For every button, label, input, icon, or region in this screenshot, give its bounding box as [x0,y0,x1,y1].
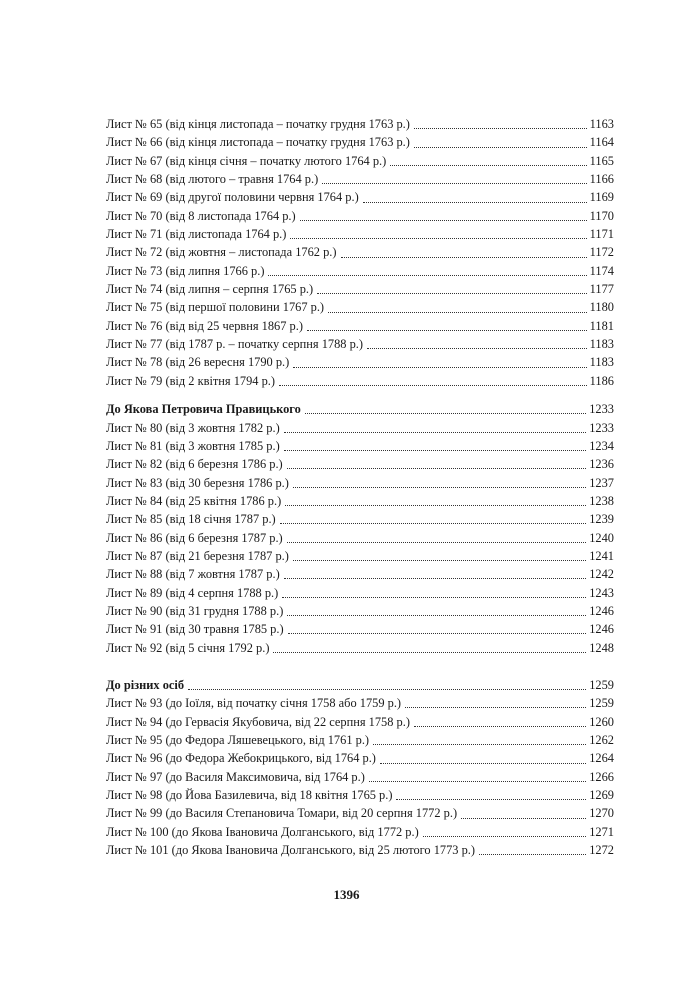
entry-page: 1180 [589,300,614,315]
leader-dots [188,688,586,690]
leader-dots [284,449,587,451]
toc-entry [106,786,614,804]
leader-dots [461,817,586,819]
entry-page: 1238 [589,493,614,508]
leader-dots [341,256,587,258]
entry-page: 1166 [589,172,614,187]
toc-entry [106,170,614,188]
toc-entry [106,584,614,602]
section-heading-page: 1259 [589,677,614,692]
leader-dots [390,164,586,166]
toc-entry [106,262,614,280]
toc-entry [106,437,614,455]
toc-entry [106,243,614,261]
toc-entry [106,474,614,492]
leader-dots [328,311,587,313]
leader-dots [363,201,587,203]
entry-page: 1171 [589,227,614,242]
entry-title: Лист № 95 (до Федора Ляшевецького, від 1761 р.) [106,733,370,747]
leader-dots [414,127,587,129]
toc-entry [106,372,614,390]
entry-page: 1262 [589,733,614,747]
entry-page: 1169 [589,190,614,205]
entry-page: 1165 [589,153,614,168]
toc-entry [106,207,614,225]
entry-page: 1164 [589,135,614,150]
entry-page: 1241 [589,548,614,563]
toc-entry [106,694,614,712]
entry-title: Лист № 96 (до Федора Жебокрицького, від 1764 р.) [106,751,376,766]
entry-page: 1163 [589,117,614,131]
leader-dots [273,651,586,653]
entry-title: Лист № 73 (від липня 1766 р.) [106,263,265,278]
toc-entry [106,768,614,786]
entry-title: Лист № 68 (від лютого – травня 1764 р.) [106,172,319,187]
toc-entry [106,749,614,767]
entry-title: Лист № 83 (від 30 березня 1786 р.) [106,475,289,490]
entry-page: 1248 [589,640,614,655]
entry-title: Лист № 100 (до Якова Івановича Долганського, від 1772 р.) [106,824,419,839]
entry-page: 1234 [589,438,614,453]
toc-entry [106,639,614,657]
leader-dots [396,798,586,800]
entry-title: Лист № 84 (від 25 квітня 1786 р.) [106,493,282,508]
toc-entry [106,804,614,822]
toc-entry [106,317,614,335]
entry-page: 1270 [589,806,614,821]
leader-dots [307,329,587,331]
entry-title: Лист № 85 (від 18 січня 1787 р.) [106,512,276,527]
entry-page: 1242 [589,567,614,582]
section-heading [106,400,614,418]
leader-dots [288,632,587,634]
toc-entry [106,419,614,437]
entry-title: Лист № 80 (від 3 жовтня 1782 р.) [106,420,280,435]
toc-entry [106,335,614,353]
toc-entry [106,280,614,298]
entry-page: 1183 [589,355,614,370]
leader-dots [317,292,587,294]
toc-entry [106,529,614,547]
section-heading-page: 1233 [589,402,614,417]
toc-entry [106,620,614,638]
entry-page: 1237 [589,475,614,490]
leader-dots [380,762,586,764]
entry-page: 1236 [589,457,614,472]
entry-title: Лист № 97 (до Василя Максимовича, від 1764 р.) [106,769,365,784]
entry-title: Лист № 65 (від кінця листопада – початку грудня 1763 р.) [106,117,410,131]
entry-page: 1233 [589,420,614,435]
entry-page: 1272 [589,843,614,858]
entry-title: Лист № 98 (до Йова Базилевича, від 18 квітня 1765 р.) [106,788,393,803]
toc-section-various [106,676,614,859]
toc-entry [106,492,614,510]
toc-entry [106,841,614,859]
toc-entry [106,731,614,749]
entry-title: Лист № 86 (від 6 березня 1787 р.) [106,530,283,545]
leader-dots [280,522,587,524]
entry-title: Лист № 90 (від 31 грудня 1788 р.) [106,603,284,618]
entry-title: Лист № 72 (від жовтня – листопада 1762 р.) [106,245,337,260]
leader-dots [423,835,586,837]
toc-entry [106,455,614,473]
leader-dots [287,614,586,616]
entry-title: Лист № 99 (до Василя Степановича Томари, від 20 серпня 1772 р.) [106,806,458,821]
leader-dots [373,743,586,745]
leader-dots [293,486,586,488]
entry-page: 1246 [589,603,614,618]
entry-title: Лист № 79 (від 2 квітня 1794 р.) [106,373,276,388]
entry-page: 1246 [589,622,614,637]
entry-page: 1240 [589,530,614,545]
leader-dots [414,146,587,148]
leader-dots [305,412,586,414]
toc-entry [106,565,614,583]
entry-title: Лист № 94 (до Гервасія Якубовича, від 22 серпня 1758 р.) [106,714,410,729]
entry-page: 1271 [589,824,614,839]
leader-dots [284,431,587,433]
entry-title: Лист № 88 (від 7 жовтня 1787 р.) [106,567,280,582]
entry-title: Лист № 75 (від першої половини 1767 р.) [106,300,325,315]
entry-page: 1186 [589,373,614,388]
entry-title: Лист № 71 (від листопада 1764 р.) [106,227,287,242]
toc-entry [106,823,614,841]
toc-entry [106,188,614,206]
entry-title: Лист № 66 (від кінця листопада – початку грудня 1763 р.) [106,135,410,150]
section-heading [106,676,614,694]
leader-dots [290,237,586,239]
leader-dots [285,504,586,506]
toc-entry [106,133,614,151]
leader-dots [367,347,587,349]
entry-page: 1264 [589,751,614,766]
entry-title: Лист № 93 (до Іоїля, від початку січня 1758 або 1759 р.) [106,696,402,711]
toc-entry [106,225,614,243]
leader-dots [279,384,587,386]
leader-dots [287,541,587,543]
entry-title: Лист № 67 (від кінця січня – початку лютого 1764 р.) [106,153,387,168]
entry-title: Лист № 77 (від 1787 р. – початку серпня 1788 р.) [106,337,364,352]
toc-entry [106,510,614,528]
entry-page: 1181 [589,318,614,333]
entry-page: 1243 [589,585,614,600]
entry-title: Лист № 76 (від від 25 червня 1867 р.) [106,318,303,333]
toc-entry [106,602,614,620]
toc-entry [106,298,614,316]
toc-entry [106,115,614,133]
entry-page: 1174 [589,263,614,278]
entry-title: Лист № 82 (від 6 березня 1786 р.) [106,457,283,472]
entry-page: 1269 [589,788,614,803]
entry-title: Лист № 70 (від 8 листопада 1764 р.) [106,208,296,223]
entry-page: 1170 [589,208,614,223]
toc-entry [106,353,614,371]
leader-dots [268,274,586,276]
entry-title: Лист № 81 (від 3 жовтня 1785 р.) [106,438,280,453]
entry-title: Лист № 91 (від 30 травня 1785 р.) [106,622,284,637]
entry-title: Лист № 74 (від липня – серпня 1765 р.) [106,282,314,297]
leader-dots [414,725,586,727]
toc-entry [106,152,614,170]
entry-title: Лист № 92 (від 5 січня 1792 р.) [106,640,270,655]
entry-page: 1266 [589,769,614,784]
entry-page: 1239 [589,512,614,527]
leader-dots [293,366,586,368]
toc-section-continued [106,115,614,390]
entry-title: Лист № 78 (від 26 вересня 1790 р.) [106,355,290,370]
leader-dots [284,577,587,579]
section-heading-title: До різних осіб [106,677,185,692]
section-heading-title: До Якова Петровича Правицького [106,402,301,417]
leader-dots [369,780,586,782]
entry-title: Лист № 87 (від 21 березня 1787 р.) [106,548,289,563]
entry-title: Лист № 101 (до Якова Івановича Долганського, від 25 лютого 1773 р.) [106,843,476,858]
entry-page: 1260 [589,714,614,729]
toc-entry [106,713,614,731]
toc-entry [106,547,614,565]
leader-dots [293,559,586,561]
toc-section-pravytskyi [106,400,614,657]
leader-dots [479,853,586,855]
leader-dots [322,182,586,184]
leader-dots [282,596,586,598]
entry-title: Лист № 89 (від 4 серпня 1788 р.) [106,585,279,600]
page-number: 1396 [333,887,360,902]
entry-page: 1177 [589,282,614,297]
leader-dots [287,467,587,469]
leader-dots [405,706,586,708]
entry-page: 1259 [589,696,614,711]
table-of-contents [106,115,614,859]
entry-title: Лист № 69 (від другої половини червня 1764 р.) [106,190,359,205]
entry-page: 1183 [589,337,614,352]
entry-page: 1172 [589,245,614,260]
leader-dots [300,219,587,221]
